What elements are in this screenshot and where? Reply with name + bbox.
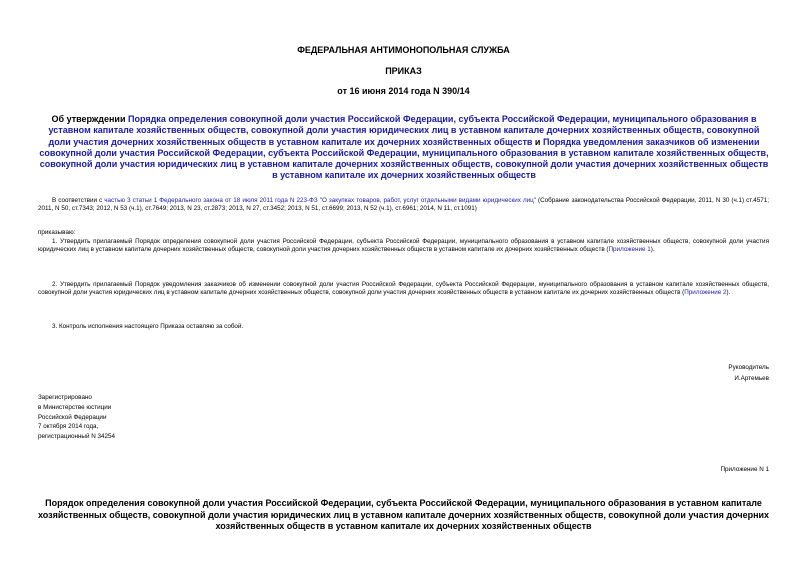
preamble-paragraph — [38, 197, 769, 214]
law-link[interactable]: частью 3 статьи 1 Федерального закона от 18 июля 2011 года N 223-ФЗ "О закупках товаров, работ, услуг отдельными видами юридических лиц" — [104, 197, 536, 204]
preamble-suffix: (Собрание законодательства Российской Федерации, 2011, N 30 (ч.1) ст.4571; 2011, N 50, ст.7343; 2012, N 53 (ч.1), ст.7649; 2013, N 23, ст.2873; 2013, N 27, ст.3452; 2013, N 51, ст.6699; 2013, N 52 (ч.1), ст.6961; 2014, N 11, ст.1091) — [38, 197, 769, 213]
order-title — [38, 114, 770, 182]
appendix-heading: Порядок определения совокупной доли участия Российской Федерации, субъекта Российской Федерации, муниципального образования в уставном капитале хозяйственных обществ, совокупной доли участия юридических лиц в уставном капитале дочерних хозяйственных обществ, совокупной доли участия дочерних хозяйственных обществ в уставном капитале их дочерних хозяйственных обществ — [37, 498, 770, 531]
order-word: приказываю: — [38, 229, 76, 236]
item-1-paragraph — [38, 238, 769, 255]
item-1-end: ). — [650, 246, 655, 254]
registration-line: Российской Федерации — [38, 413, 107, 421]
doc-type: ПРИКАЗ — [385, 66, 422, 76]
signer-role: Руководитель — [728, 364, 769, 371]
appendix-2-link[interactable]: Приложение 2 — [684, 289, 727, 297]
preamble-prefix: В соответствии с — [52, 197, 105, 204]
agency-name: ФЕДЕРАЛЬНАЯ АНТИМОНОПОЛЬНАЯ СЛУЖБА — [297, 45, 510, 55]
title-prefix: Об утверждении — [51, 114, 128, 124]
item-2-paragraph — [38, 281, 769, 298]
registration-block — [38, 393, 115, 442]
doc-date-number: от 16 июня 2014 года N 390/14 — [337, 86, 470, 96]
registration-line: регистрационный N 34254 — [38, 433, 116, 441]
signature-block — [728, 362, 769, 384]
registration-line: 7 октября 2014 года, — [38, 423, 99, 431]
title-link-procedure[interactable]: Порядка определения совокупной доли участия Российской Федерации, субъекта Российской Федерации, муниципального образования в уставном капитале хозяйственных обществ, совокупной доли участия юридических лиц в уставном капитале дочерних хозяйственных обществ, совокупной доли участия дочерних хозяйственных обществ в уставном капитале их дочерних хозяйственных обществ — [48, 114, 760, 147]
title-middle: и — [532, 136, 543, 147]
signer-name: И.Артемьев — [734, 375, 769, 382]
appendix-1-link[interactable]: Приложение 1 — [608, 246, 651, 254]
item-2-end: ). — [726, 289, 731, 297]
item-2-text: 2. Утвердить прилагаемый Порядок уведомления заказчиков об изменении совокупной доли участия Российской Федерации, субъекта Российской Федерации, муниципального образования в уставном капитале хозяйственных обществ, совокупной доли участия юридических лиц в уставном капитале дочерних хозяйственных обществ, совокупной доли участия дочерних хозяйственных обществ в уставном капитале их дочерних хозяйственных обществ ( — [38, 281, 769, 297]
registration-line: в Министерстве юстиции — [38, 403, 112, 411]
item-3-paragraph: 3. Контроль исполнения настоящего Приказа оставляю за собой. — [52, 323, 244, 330]
title-link-notification[interactable]: Порядка уведомления заказчиков об изменении совокупной доли участия Российской Федерации, субъекта Российской Федерации, муниципального образования в уставном капитале хозяйственных обществ, совокупной доли участия юридических лиц в уставном капитале дочерних хозяйственных обществ, совокупной доли участия дочерних хозяйственных обществ в уставном капитале их дочерних хозяйственных обществ — [39, 136, 769, 181]
registration-line: Зарегистрировано — [38, 394, 92, 401]
appendix-label: Приложение N 1 — [720, 466, 769, 473]
item-1-text: 1. Утвердить прилагаемый Порядок определения совокупной доли участия Российской Федерации, субъекта Российской Федерации, муниципального образования в уставном капитале хозяйственных обществ, совокупной доли участия юридических лиц в уставном капитале дочерних хозяйственных обществ, совокупной доли участия дочерних хозяйственных обществ в уставном капитале их дочерних хозяйственных обществ ( — [38, 238, 769, 254]
